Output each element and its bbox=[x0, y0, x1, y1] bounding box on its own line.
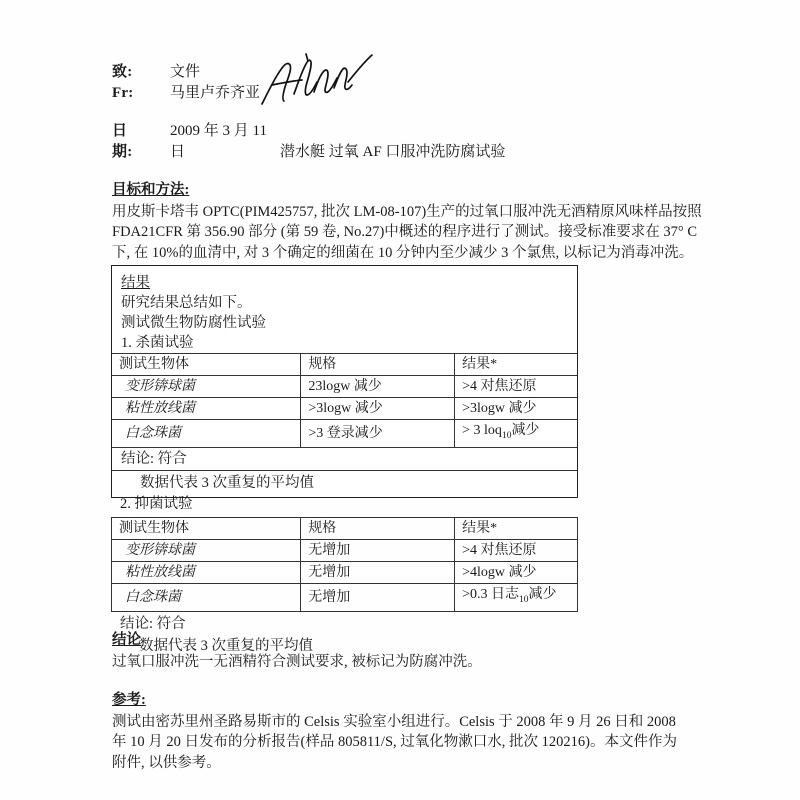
memo-row-from bbox=[112, 83, 752, 104]
table1-row2-result bbox=[455, 420, 577, 448]
table1-row2-spec: >3 登录减少 bbox=[301, 420, 455, 448]
table1-row0-result: >4 对焦还原 bbox=[455, 376, 577, 398]
date-value-line2: 日 bbox=[170, 144, 186, 160]
reference-heading: 参考: bbox=[112, 692, 146, 708]
table2-row2-spec: 无增加 bbox=[301, 584, 455, 612]
date-label-line1: 日 bbox=[112, 123, 128, 139]
table2-row2-organism: 白念珠菌 bbox=[112, 584, 301, 612]
table1-note: 数据代表 3 次重复的平均值 bbox=[140, 474, 314, 491]
table-row bbox=[112, 420, 577, 448]
table-row bbox=[112, 540, 578, 562]
memo-row-to bbox=[112, 62, 752, 83]
table-row bbox=[112, 584, 578, 612]
table1-row2-result-tail: 减少 bbox=[511, 423, 540, 438]
objective-section bbox=[112, 180, 772, 263]
table1-row1-result: >3logw 减少 bbox=[455, 398, 577, 420]
bacteriostatic-assay-table bbox=[111, 517, 578, 612]
reference-line-2: 年 10 月 20 日发布的分析报告(样品 805811/S, 过氧化物漱口水, 批次 120216)。本文件作为 bbox=[112, 734, 677, 750]
table2-row2-result-subscript: 10 bbox=[519, 594, 529, 605]
results-box-intro bbox=[112, 273, 577, 353]
table1-row2-organism: 白念珠菌 bbox=[112, 420, 301, 448]
reference-paragraph bbox=[112, 712, 772, 774]
table1-col-spec: 规格 bbox=[301, 354, 455, 376]
table2-row0-spec: 无增加 bbox=[301, 540, 455, 562]
conclusion-paragraph bbox=[112, 652, 772, 673]
table2-conclusion: 结论: 符合 bbox=[120, 615, 186, 632]
objective-paragraph bbox=[112, 202, 772, 264]
table2-row0-organism: 变形锛球菌 bbox=[112, 540, 301, 562]
objective-line-3: 下, 在 10%的血清中, 对 3 个确定的细菌在 10 分钟内至少减少 3 个氯焦, 以标记为消毒冲洗。 bbox=[112, 244, 694, 261]
conclusion-text: 过氧口服冲洗一无酒精符合测试要求, 被标记为防腐冲洗。 bbox=[112, 653, 482, 670]
table2-col-result: 结果* bbox=[455, 518, 578, 540]
objective-line-1: 用皮斯卡塔韦 OPTC(PIM425757, 批次 LM-08-107)生产的过氧口服冲洗无酒精原风味样品按照 bbox=[112, 203, 702, 220]
table1-row2-result-subscript: 10 bbox=[501, 430, 512, 441]
table2-row1-organism: 粘性放线菌 bbox=[112, 562, 301, 584]
results-heading: 结果 bbox=[121, 275, 150, 291]
table2-row2-result-main: >0.3 日志 bbox=[462, 587, 520, 602]
table2-row1-spec: 无增加 bbox=[301, 562, 455, 584]
table2-col-spec: 规格 bbox=[301, 518, 455, 540]
objective-heading: 目标和方法: bbox=[112, 182, 190, 198]
table-header-row bbox=[112, 354, 577, 376]
table2-row2-result-tail: 减少 bbox=[528, 587, 557, 602]
assay1-label: 1. 杀菌试验 bbox=[121, 335, 194, 351]
table-row bbox=[112, 562, 578, 584]
from-label: Fr: bbox=[112, 85, 134, 101]
table1-row0-spec: 23logw 减少 bbox=[301, 376, 455, 398]
to-label: 致: bbox=[112, 64, 133, 80]
table-row bbox=[112, 376, 577, 398]
from-value: 马里卢乔齐亚 bbox=[170, 85, 261, 101]
results-summary: 研究结果总结如下。 bbox=[121, 295, 252, 311]
table-row bbox=[112, 398, 577, 420]
table-header-row bbox=[112, 518, 578, 540]
memo-spacer bbox=[112, 104, 752, 121]
assay2-label: 2. 抑菌试验 bbox=[120, 496, 193, 512]
reference-line-1: 测试由密苏里州圣路易斯市的 Celsis 实验室小组进行。Celsis 于 2008 年 9 月 26 日和 2008 bbox=[112, 713, 676, 730]
objective-line-2: FDA21CFR 第 356.90 部分 (第 59 卷, No.27)中概述的程序进行了测试。接受标准要求在 37° C bbox=[112, 224, 698, 240]
table2-note: 数据代表 3 次重复的平均值 bbox=[139, 637, 313, 654]
reference-section bbox=[112, 690, 772, 773]
conclusion-heading: 结论 bbox=[112, 632, 141, 648]
table1-row0-organism: 变形锛球菌 bbox=[112, 376, 301, 398]
to-value: 文件 bbox=[170, 64, 201, 80]
table2-row0-result: >4 对焦还原 bbox=[455, 540, 578, 562]
table2-col-organism: 测试生物体 bbox=[112, 518, 301, 540]
table2-row2-result bbox=[455, 584, 578, 612]
bactericidal-assay-table bbox=[112, 353, 577, 448]
table1-col-organism: 测试生物体 bbox=[112, 354, 301, 376]
table1-row1-spec: >3logw 减少 bbox=[301, 398, 455, 420]
date-value: 2009 年 3 月 11 bbox=[170, 123, 267, 139]
memo-header bbox=[112, 62, 752, 163]
memo-row-date bbox=[112, 121, 752, 142]
table1-row2-result-main: > 3 loq bbox=[462, 423, 502, 438]
results-test-title: 测试微生物防腐性试验 bbox=[121, 315, 266, 331]
table1-col-result: 结果* bbox=[455, 354, 577, 376]
subject-text: 潜水艇 过氧 AF 口服冲洗防腐试验 bbox=[280, 144, 506, 160]
conclusion-section bbox=[112, 630, 772, 672]
table1-row1-organism: 粘性放线菌 bbox=[112, 398, 301, 420]
memo-row-subject bbox=[112, 142, 752, 163]
date-label-line2: 期: bbox=[112, 144, 133, 160]
reference-line-3: 附件, 以供参考。 bbox=[112, 754, 221, 771]
results-box bbox=[111, 265, 578, 498]
table1-conclusion: 结论: 符合 bbox=[112, 448, 577, 471]
table2-row1-result: >4logw 减少 bbox=[455, 562, 578, 584]
